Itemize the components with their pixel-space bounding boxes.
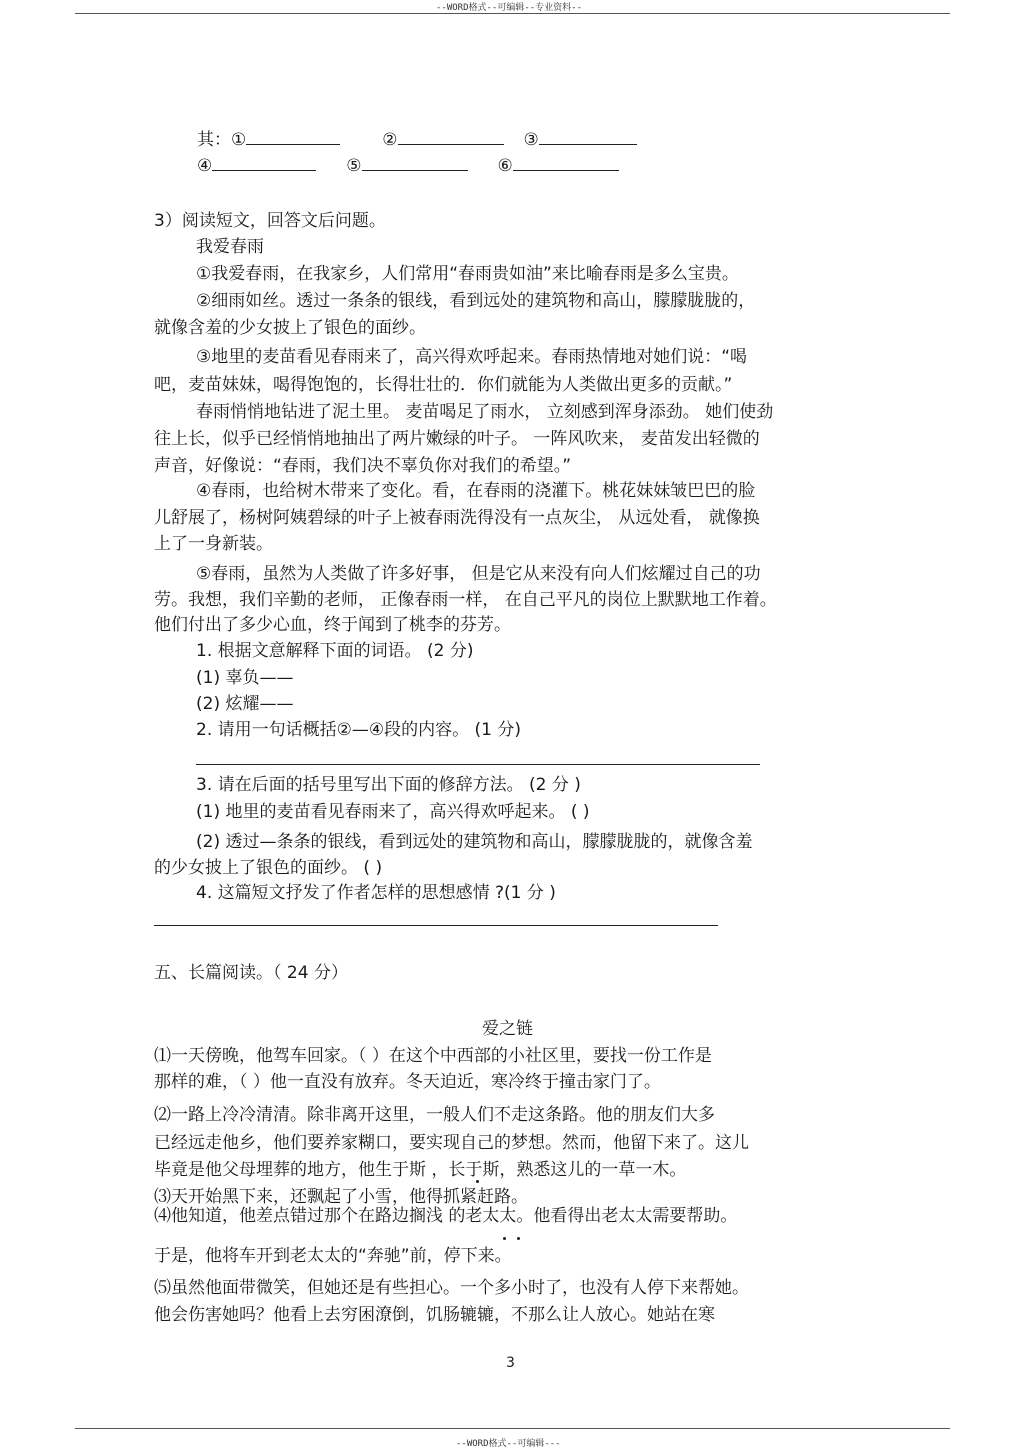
passage-line: 劳。我想，我们辛勤的老师， 正像春雨一样， 在自己平凡的岗位上默默地工作着。 [154, 590, 777, 610]
blank-marker-6: ⑥ [497, 156, 513, 176]
blank-marker-4: ④ [197, 156, 213, 176]
blank-row-prefix: 其： [197, 130, 231, 150]
passage-line: ②细雨如丝。透过一条条的银线，看到远处的建筑物和高山，朦朦胧胧的， [196, 291, 756, 311]
passage-line: 他们付出了多少心血，终于闻到了桃李的芬芳。 [154, 615, 511, 635]
story-line: 毕竟是他父母埋葬的地方，他生于斯 ，长于斯，熟悉这儿的一草一木。 [154, 1160, 687, 1180]
page-number: 3 [506, 1355, 515, 1371]
question-1: 1. 根据文意解释下面的词语。 (2 分) [196, 641, 474, 661]
answer-blank-2[interactable] [398, 130, 504, 145]
passage-line: 声音，好像说：“春雨，我们决不辜负你对我们的希望。” [154, 456, 572, 476]
section5-heading: 五、长篇阅读。（ 24 分） [154, 963, 348, 983]
emphasis-dot [503, 1237, 506, 1240]
passage-line: ⑤春雨，虽然为人类做了许多好事， 但是它从来没有向人们炫耀过自己的功 [196, 564, 761, 584]
section3-title: 我爱春雨 [196, 237, 264, 257]
blank-marker-1: ① [231, 130, 247, 150]
answer-blank-5[interactable] [362, 156, 468, 171]
emphasis-dot [476, 1180, 479, 1183]
answer-blank-4[interactable] [212, 156, 316, 171]
question-1-item-1: (1) 辜负—— [196, 668, 294, 688]
page-header: --WORD格式--可编辑--专业资料-- [436, 3, 583, 13]
story-line: 已经远走他乡，他们要养家糊口，要实现自己的梦想。然而，他留下来了。这儿 [154, 1133, 749, 1153]
passage-line: ③地里的麦苗看见春雨来了，高兴得欢呼起来。春雨热情地对她们说：“喝 [196, 347, 748, 367]
emphasis-dot [517, 1237, 520, 1240]
header-rule [75, 13, 950, 14]
story-line: 于是，他将车开到老太太的“奔驰”前，停下来。 [154, 1246, 512, 1266]
question-3: 3. 请在后面的括号里写出下面的修辞方法。 (2 分 ) [196, 775, 581, 795]
blank-row-1 [197, 129, 637, 151]
story-line: ⑸虽然他面带微笑，但她还是有些担心。一个多小时了，也没有人停下来帮她。 [154, 1278, 749, 1298]
story-line: ⑶天开始黑下来，还飘起了小雪，他得抓紧赶路。 [154, 1187, 528, 1207]
question-3-item-2-cont: 的少女披上了银色的面纱。 ( ) [154, 858, 383, 878]
blank-row-2 [197, 155, 619, 177]
question-3-item-2: (2) 透过—条条的银线，看到远处的建筑物和高山，朦朦胧胧的，就像含羞 [196, 832, 753, 852]
question-2: 2. 请用一句话概括②—④段的内容。 (1 分) [196, 720, 521, 740]
passage-line: ①我爱春雨，在我家乡，人们常用“春雨贵如油”来比喻春雨是多么宝贵。 [196, 264, 739, 284]
footer-rule [75, 1428, 950, 1429]
answer-blank-3[interactable] [539, 130, 637, 145]
page-footer: --WORD格式--可编辑--- [456, 1439, 561, 1449]
story-line: 那样的难，（ ）他一直没有放弃。冬天迫近，寒冷终于撞击家门了。 [154, 1072, 661, 1092]
story-line: ⑵一路上冷冷清清。除非离开这里，一般人们不走这条路。他的朋友们大多 [154, 1105, 715, 1125]
question-1-item-2: (2) 炫耀—— [196, 694, 294, 714]
question-3-item-1: (1) 地里的麦苗看见春雨来了，高兴得欢呼起来。 ( ) [196, 802, 590, 822]
blank-marker-5: ⑤ [346, 156, 362, 176]
passage-line: ④春雨，也给树木带来了变化。看，在春雨的浇灌下。桃花妹妹皱巴巴的脸 [196, 481, 756, 501]
passage-line: 上了一身新装。 [154, 534, 273, 554]
passage-line: 儿舒展了，杨树阿姨碧绿的叶子上被春雨洗得没有一点灰尘， 从远处看， 就像换 [154, 508, 760, 528]
blank-marker-2: ② [382, 130, 398, 150]
passage-line: 往上长，似乎已经悄悄地抽出了两片嫩绿的叶子。 一阵风吹来， 麦苗发出轻微的 [154, 429, 760, 449]
answer-line-q4[interactable] [154, 925, 718, 926]
blank-marker-3: ③ [523, 130, 539, 150]
passage-line: 春雨悄悄地钻进了泥土里。 麦苗喝足了雨水， 立刻感到浑身添劲。 她们使劲 [196, 402, 774, 422]
passage-line: 吧，麦苗妹妹，喝得饱饱的，长得壮壮的．你们就能为人类做出更多的贡献。” [154, 375, 733, 395]
story-line: 他会伤害她吗？他看上去穷困潦倒，饥肠辘辘，不那么让人放心。她站在寒 [154, 1305, 715, 1325]
story-line: ⑴一天傍晚，他驾车回家。（ ）在这个中西部的小社区里，要找一份工作是 [154, 1046, 712, 1066]
answer-line-q2[interactable] [196, 764, 760, 765]
answer-blank-1[interactable] [246, 130, 340, 145]
question-4: 4. 这篇短文抒发了作者怎样的思想感情 ?(1 分 ) [196, 883, 556, 903]
section3-intro: 3）阅读短文，回答文后问题。 [154, 211, 386, 231]
answer-blank-6[interactable] [513, 156, 619, 171]
section5-title: 爱之链 [482, 1019, 533, 1039]
passage-line: 就像含羞的少女披上了银色的面纱。 [154, 318, 426, 338]
story-line: ⑷他知道，他差点错过那个在路边搁浅 的老太太。他看得出老太太需要帮助。 [154, 1206, 738, 1226]
